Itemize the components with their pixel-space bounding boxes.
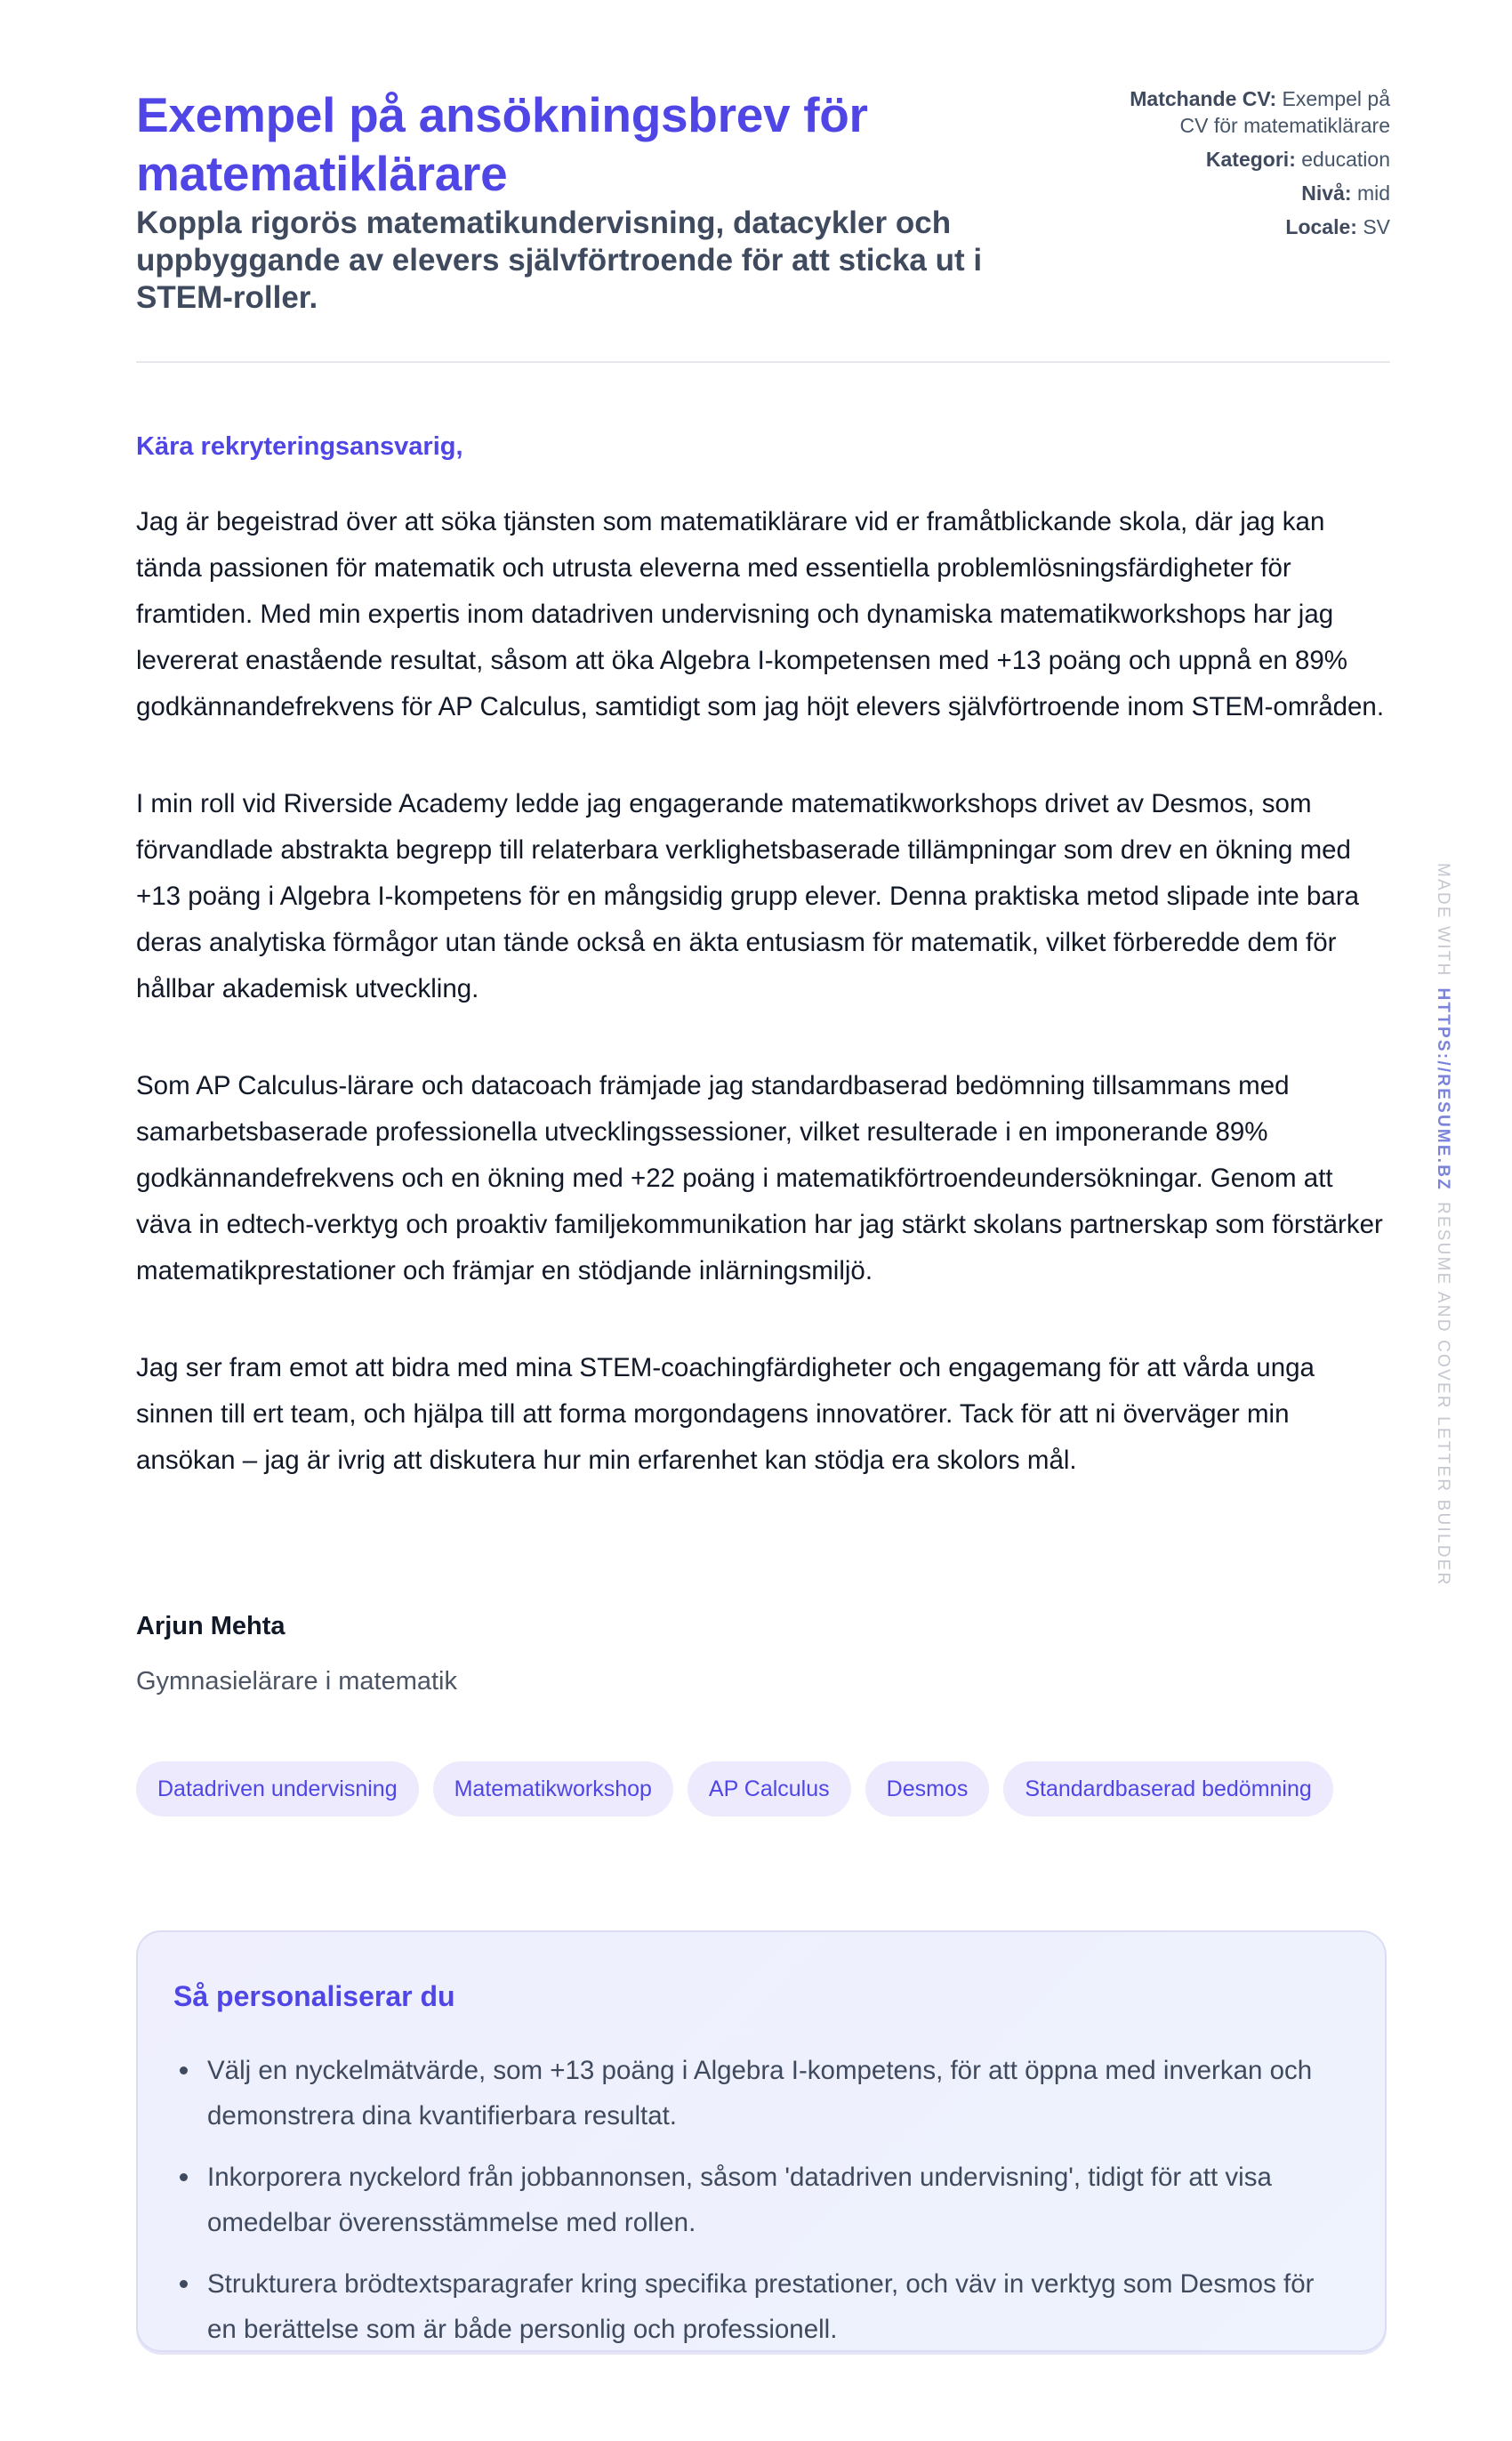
meta-locale <box>1123 213 1390 240</box>
meta-label: Matchande CV: <box>1130 87 1277 110</box>
meta-label: Kategori: <box>1205 148 1296 171</box>
tag-chip[interactable]: AP Calculus <box>688 1761 851 1817</box>
meta-level <box>1123 180 1390 206</box>
header-divider <box>136 361 1390 363</box>
page-title: Exempel på ansökningsbrev för matematiklärare <box>136 87 868 201</box>
bullet-icon <box>180 2280 188 2288</box>
watermark-suffix: RESUME AND COVER LETTER BUILDER <box>1434 1201 1452 1587</box>
meta-value: SV <box>1363 215 1390 238</box>
page-subtitle: Koppla rigorös matematikundervisning, datacykler och uppbyggande av elevers självförtroende för att sticka ut i STEM-roller. <box>136 205 983 315</box>
meta-label: Nivå: <box>1301 181 1352 205</box>
signature-role: Gymnasielärare i matematik <box>136 1667 457 1696</box>
tip-item <box>173 2048 1339 2139</box>
watermark-prefix: MADE WITH <box>1434 863 1452 978</box>
watermark-link[interactable]: HTTPS://RESUME.BZ <box>1434 987 1452 1191</box>
watermark-text <box>1433 863 1452 1586</box>
page-header <box>136 85 1390 361</box>
tip-text: Strukturera brödtextsparagrafer kring specifika prestationer, och väv in verktyg som Desmos för en berättelse som är både personlig och professionell. <box>207 2269 1315 2344</box>
meta-value: education <box>1301 148 1390 171</box>
tag-chip[interactable]: Datadriven undervisning <box>136 1761 419 1817</box>
tag-chip[interactable]: Standardbaserad bedömning <box>1003 1761 1332 1817</box>
meta-label: Locale: <box>1285 215 1357 238</box>
letter-signature <box>136 1608 457 1699</box>
bullet-icon <box>180 2066 188 2074</box>
tag-chip[interactable]: Matematikworkshop <box>433 1761 673 1817</box>
tips-list <box>173 2048 1339 2368</box>
skill-tags <box>136 1761 1333 1817</box>
tag-chip[interactable]: Desmos <box>865 1761 990 1817</box>
meta-category <box>1123 146 1390 173</box>
letter-paragraph: Som AP Calculus-lärare och datacoach främjade jag standardbaserad bedömning tillsammans med samarbetsbaserade professionella utvecklingssessioner, vilket resulterade i en imponerande 89% godkännandefrekvens och en ökning med +22 poäng i matematikförtroendeundersökningar. Genom att väva in edtech-verktyg och proaktiv familjekommunikation har jag stärkt skolans partnerskap som förstärker matematikprestationer och främjar en stödjande inlärningsmiljö. <box>136 1071 1383 1285</box>
letter-body <box>136 499 1395 1535</box>
tip-text: Välj en nyckelmätvärde, som +13 poäng i Algebra I-kompetens, för att öppna med inverkan och demonstrera dina kvantifierbara resultat. <box>207 2056 1313 2131</box>
tip-item <box>173 2155 1339 2245</box>
tips-heading: Så personaliserar du <box>173 1980 455 2012</box>
signature-name: Arjun Mehta <box>136 1612 286 1640</box>
letter-paragraph: Jag är begeistrad över att söka tjänsten som matematiklärare vid er framåtblickande skola, där jag kan tända passionen för matematik och utrusta eleverna med essentiella problemlösningsfärdigheter för framtiden. Med min expertis inom datadriven undervisning och dynamiska matematikworkshops har jag levererat enastående resultat, såsom att öka Algebra I-kompetensen med +13 poäng och uppnå en 89% godkännandefrekvens för AP Calculus, samtidigt som jag höjt elevers självförtroende inom STEM-områden. <box>136 507 1385 721</box>
letter-paragraph: Jag ser fram emot att bidra med mina STEM-coachingfärdigheter och engagemang för att vårda unga sinnen till ert team, och hjälpa till att forma morgondagens innovatörer. Tack för att ni överväger min ansökan – jag är ivrig att diskutera hur min erfarenhet kan stödja era skolors mål. <box>136 1353 1315 1475</box>
tip-item <box>173 2261 1339 2352</box>
personalization-tips-box <box>136 1930 1387 2352</box>
meta-matching-cv <box>1123 85 1390 139</box>
bullet-icon <box>180 2173 188 2181</box>
meta-value: mid <box>1356 181 1390 205</box>
letter-paragraph: I min roll vid Riverside Academy ledde jag engagerande matematikworkshops drivet av Desmos, som förvandlade abstrakta begrepp till relaterbara verklighetsbaserade tillämpningar som drev en ökning med +13 poäng i Algebra I-kompetens för en mångsidig grupp elever. Denna praktiska metod slipade inte bara deras analytiska förmågor utan tände också en äkta entusiasm för matematik, vilket förberedde dem för hållbar akademisk utveckling. <box>136 789 1360 1003</box>
letter-greeting: Kära rekryteringsansvarig, <box>136 432 463 461</box>
matching-cv-link[interactable]: Exempel på CV för matematiklärare <box>1179 87 1390 137</box>
tip-text: Inkorporera nyckelord från jobbannonsen, såsom 'datadriven undervisning', tidigt för att visa omedelbar överensstämmelse med rollen. <box>207 2163 1272 2237</box>
meta-info <box>1123 85 1390 247</box>
